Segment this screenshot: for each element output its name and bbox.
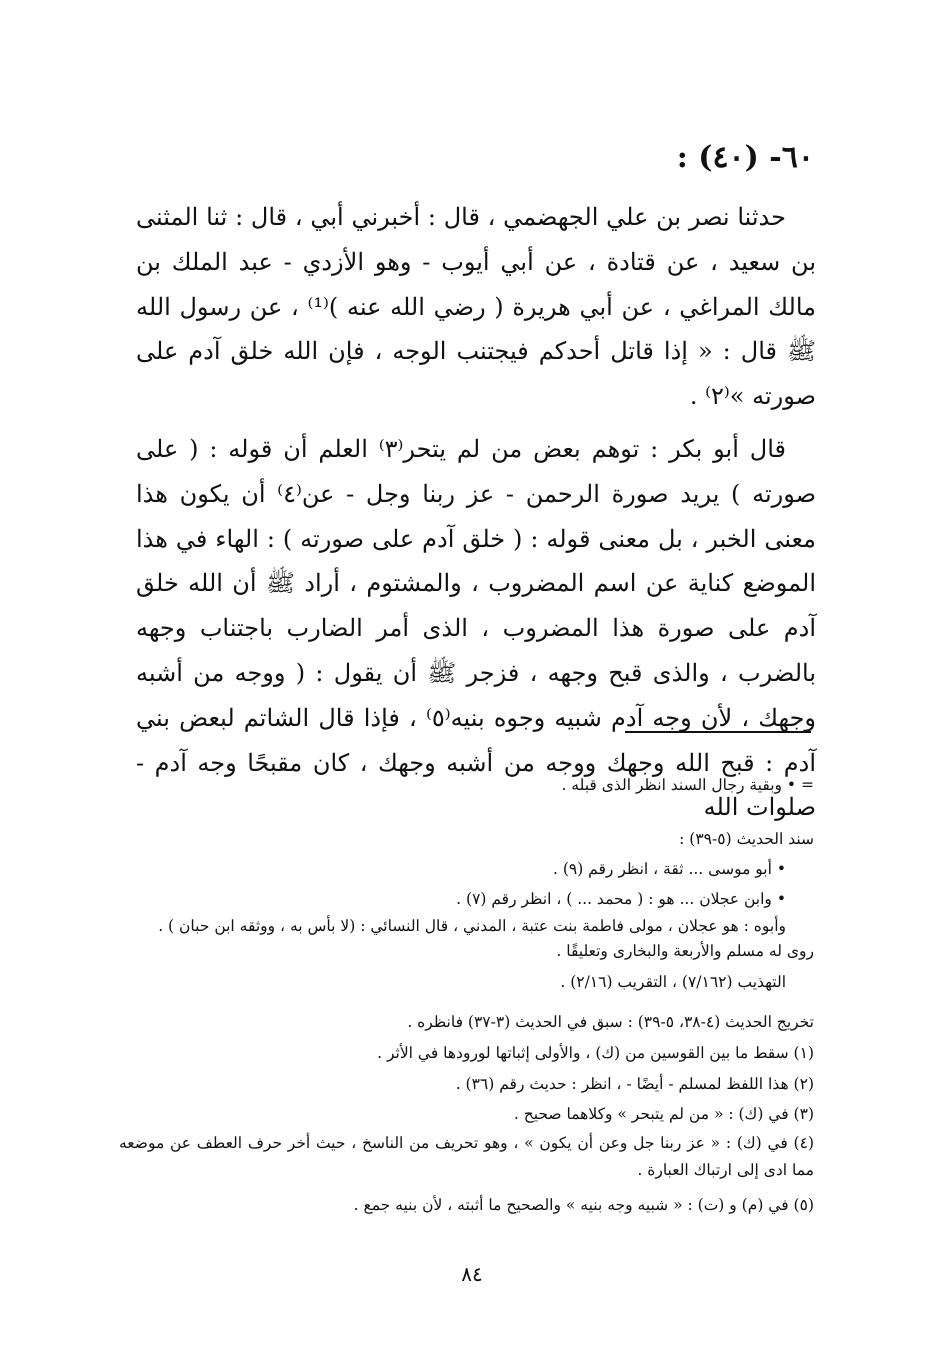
narrator-note-ajlan: وأبوه : هو عجلان ، مولى فاطمة بنت عتبة ، المدني ، قال النسائي : (لا بأس به ، ووثقه ابن حبان ) . [158,917,786,935]
footnote-5: (٥) في (م) و (ت) : « شبيه وجه بنيه » والصحيح ما أثبته ، لأن بنيه جمع . [353,1195,814,1214]
footnote-3: (٣) في (ك) : « من لم يتبحر » وكلاهما صحيح . [513,1105,814,1123]
main-text [136,195,816,830]
narrator-note-tahdhib: التهذيب (٧/١٦٢) ، التقريب (٢/١٦) . [560,973,786,991]
commentary-paragraph: قال أبو بكر : توهم بعض من لم يتحر⁽٣⁾ العلم أن قوله : ( على صورته ) يريد صورة الرحمن - عز ربنا وجل - عن⁽٤⁾ أن يكون هذا معنى الخبر ، بل معنى قوله : ( خلق آدم على صورته ) : الهاء في هذا الموضع كناية عن اسم المضروب ، والمشتوم ، أراد ﷺ أن الله خلق آدم على صورة هذا المضروب ، الذى أمر الضارب باجتناب وجهه بالضرب ، والذى قبح وجهه ، فزجر ﷺ أن يقول : ( ووجه من أشبه وجهك ، لأن وجه آدم شبيه وجوه بنيه⁽٥⁾ ، فإذا قال الشاتم لبعض بني آدم : قبح الله وجهك ووجه من أشبه وجهك ، كان مقبحًا وجه آدم - صلوات الله [136,434,817,822]
footnote-2: (٢) هذا اللفظ لمسلم - أيضًا - ، انظر : حديث رقم (٣٦) . [455,1074,814,1093]
narrator-note-riwaya: روى له مسلم والأربعة والبخارى وتعليقًا . [556,942,814,960]
continuation-note: = • وبقية رجال السند انظر الذى قبله . [561,776,814,794]
footnotes-section [119,770,814,1220]
footnote-separator [625,731,811,733]
footnote-1: (١) سقط ما بين القوسين من (ك) ، والأولى إثباتها لورودها في الأثر . [377,1044,814,1062]
isnad-paragraph: حدثنا نصر بن علي الجهضمي ، قال : أخبرني أبي ، قال : ثنا المثنى بن سعيد ، عن قتادة ، عن أبي أيوب - وهو الأزدي - عبد الملك بن مالك المراغي ، عن أبي هريرة ( رضي الله عنه )⁽¹⁾ ، عن رسول الله ﷺ قال : « إذا قاتل أحدكم فيجتنب الوجه ، فإن الله خلق آدم على صورته »⁽٢⁾ . [136,203,817,411]
takhrij-note: تخريج الحديث (٤-٣٨، ٥-٣٩) : سبق في الحديث (٣-٣٧) فانظره . [407,1013,814,1031]
sanad-title: سند الحديث (٥-٣٩) : [679,830,814,848]
narrator-note-ibn-ajlan: • وابن عجلان ... هو : ( محمد ... ) ، انظر رقم (٧) . [456,890,786,908]
hadith-number-heading: ٦٠- (٤٠) : [676,140,814,175]
narrator-note-abu-musa: • أبو موسى ... ثقة ، انظر رقم (٩) . [552,860,786,878]
page-number: ٨٤ [461,1262,483,1286]
footnote-4: (٤) في (ك) : « عز ربنا جل وعن أن يكون » ، وهو تحريف من الناسخ ، حيث أخر حرف العطف عن موضعه مما ادى إلى ارتباك العبارة . [119,1133,814,1179]
